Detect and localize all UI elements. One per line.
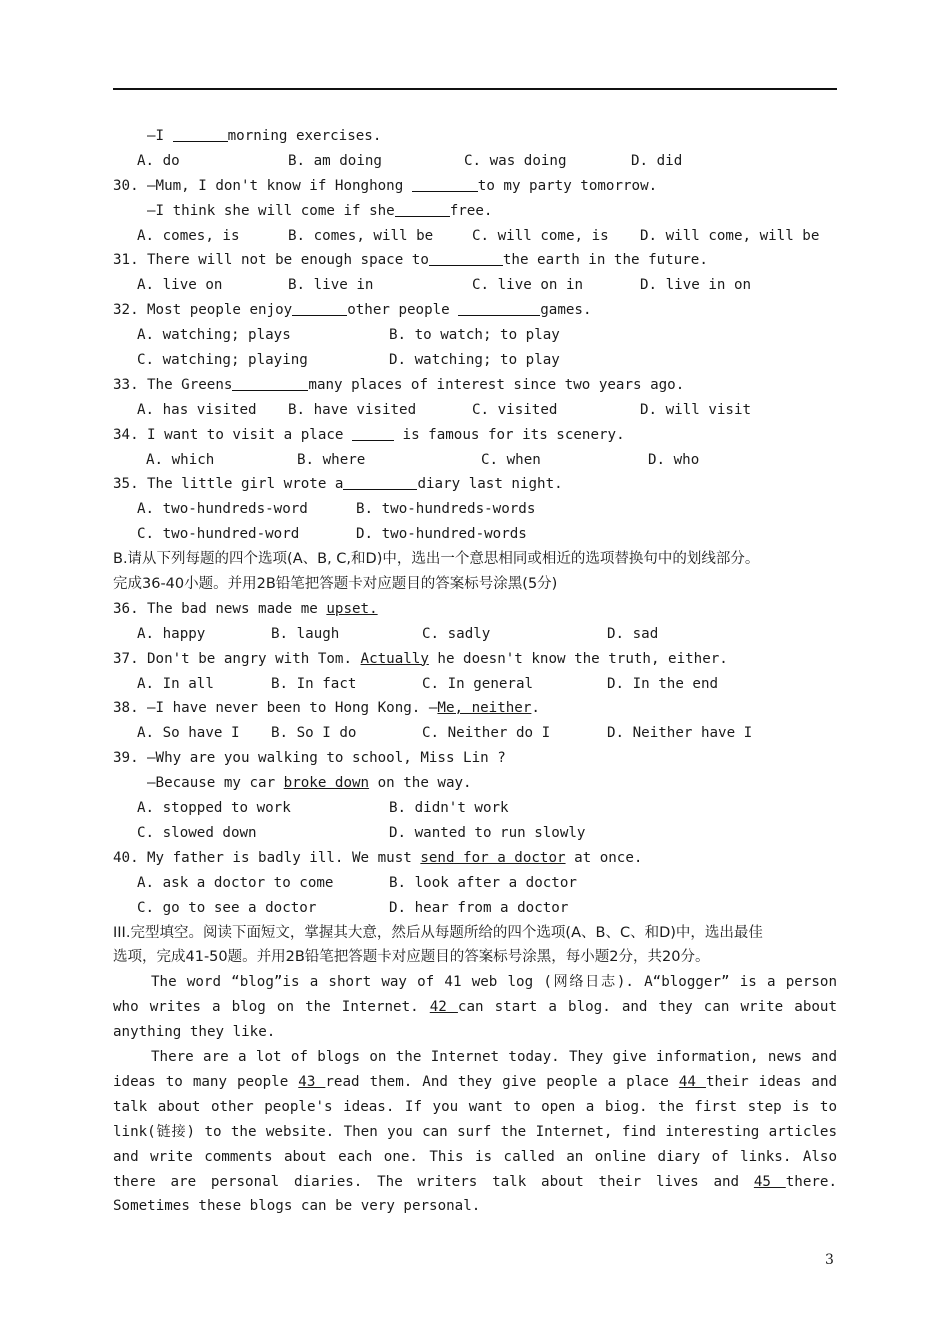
q37-text-b: he doesn't know the truth, either. xyxy=(428,650,728,667)
q33-text-a: The Greens xyxy=(147,376,233,393)
option-b: B. have visited xyxy=(288,401,417,418)
q31-text-b: the earth in the future. xyxy=(502,252,708,269)
question-34 xyxy=(113,423,837,448)
question-29-line xyxy=(113,124,837,149)
question-number: 31. xyxy=(113,252,139,269)
option-d: D. wanted to run slowly xyxy=(389,824,586,841)
option-d: D. will visit xyxy=(640,401,752,418)
question-number: 40. xyxy=(113,849,139,866)
question-32 xyxy=(113,298,837,323)
question-number: 30. xyxy=(113,177,139,194)
option-d: D. will come, will be xyxy=(640,227,820,244)
option-a: A. comes, is xyxy=(137,227,240,244)
option-a: A. In all xyxy=(137,675,214,692)
section-iii-instructions-2 xyxy=(113,945,837,970)
section-iii-line1: III.完型填空。阅读下面短文，掌握其大意，然后从每题所给的四个选项(A、B、C、和D)中，选出最佳 xyxy=(113,924,763,941)
option-a: A. stopped to work xyxy=(137,800,291,817)
question-38 xyxy=(113,696,837,721)
q30-text-a: —Mum, I don't know if Honghong xyxy=(147,177,412,194)
answer-blank xyxy=(352,425,394,441)
option-d: D. sad xyxy=(607,625,659,642)
option-a: A. do xyxy=(137,152,180,169)
option-c: C. slowed down xyxy=(137,824,257,841)
option-c: C. was doing xyxy=(464,152,567,169)
option-b: B. So I do xyxy=(271,725,357,742)
question-30-options xyxy=(113,224,837,249)
q38-text-b: . xyxy=(531,700,540,717)
option-a: A. ask a doctor to come xyxy=(137,874,334,891)
q40-text-a: My father is badly ill. We must xyxy=(147,849,421,866)
option-b: B. to watch; to play xyxy=(389,327,560,344)
q37-text-a: Don't be angry with Tom. xyxy=(147,650,361,667)
option-a: A. So have I xyxy=(137,725,240,742)
header-rule xyxy=(113,88,837,90)
q32-text-b: other people xyxy=(347,302,459,319)
question-31 xyxy=(113,248,837,273)
option-b: B. two-hundreds-words xyxy=(356,501,536,518)
passage-text: can start a blog. and they can write about anything they like. xyxy=(113,999,837,1041)
option-d: D. Neither have I xyxy=(607,725,753,742)
option-c: C. visited xyxy=(472,401,558,418)
option-a: A. has visited xyxy=(137,401,257,418)
q36-text-a: The bad news made me xyxy=(147,600,327,617)
q40-underlined: send for a doctor xyxy=(420,849,566,866)
option-d: D. watching; to play xyxy=(389,352,560,369)
q30-text-d: free. xyxy=(449,202,493,219)
question-35-options-2 xyxy=(113,522,837,547)
answer-blank xyxy=(292,300,347,316)
question-36-options xyxy=(113,622,837,647)
question-33 xyxy=(113,373,837,398)
question-33-options xyxy=(113,398,837,423)
option-d: D. did xyxy=(631,152,683,169)
q32-text-a: Most people enjoy xyxy=(147,302,293,319)
section-b-instructions xyxy=(113,547,837,572)
question-number: 37. xyxy=(113,650,139,667)
q38-text-a: —I have never been to Hong Kong. — xyxy=(147,700,438,717)
q39-underlined: broke down xyxy=(283,775,370,792)
q38-underlined: Me, neither xyxy=(437,700,532,717)
section-b-instructions-2 xyxy=(113,572,837,597)
question-34-options xyxy=(113,448,837,473)
question-35 xyxy=(113,472,837,497)
option-c: C. live on in xyxy=(472,277,584,294)
question-36 xyxy=(113,597,837,622)
q37-underlined: Actually xyxy=(360,650,429,667)
cloze-blank-45: 45 xyxy=(753,1173,786,1190)
option-d: D. who xyxy=(648,451,700,468)
question-39-options-1 xyxy=(113,796,837,821)
question-40-options-2 xyxy=(113,896,837,921)
option-b: B. am doing xyxy=(288,152,382,169)
q29-suffix: morning exercises. xyxy=(227,128,382,144)
q39-text-b: —Because my car xyxy=(147,775,284,792)
question-40-options-1 xyxy=(113,871,837,896)
option-b: B. look after a doctor xyxy=(389,874,577,891)
question-number: 39. xyxy=(113,750,139,767)
option-b: B. In fact xyxy=(271,675,357,692)
question-37-options xyxy=(113,672,837,697)
section-b-line1: B.请从下列每题的四个选项(A、B, C,和D)中，选出一个意思相同或相近的选项替换句中的划线部分。 xyxy=(113,551,760,568)
question-32-options-1 xyxy=(113,323,837,348)
passage-paragraph-2 xyxy=(113,1045,837,1219)
passage-text: There are a lot of blogs on the Internet today. They give information, news and ideas to many people xyxy=(113,1049,837,1090)
option-b: B. laugh xyxy=(271,625,340,642)
section-b-line2: 完成36-40小题。并用2B铅笔把答题卡对应题目的答案标号涂黑(5分) xyxy=(113,576,558,593)
section-iii-line2: 选项，完成41-50题。并用2B铅笔把答题卡对应题目的答案标号涂黑，每小题2分，共20分。 xyxy=(113,949,710,966)
q30-text-b: to my party tomorrow. xyxy=(477,177,658,194)
option-b: B. didn't work xyxy=(389,800,509,817)
option-a: A. watching; plays xyxy=(137,327,291,344)
option-b: B. live in xyxy=(288,277,374,294)
option-d: D. live in on xyxy=(640,277,752,294)
option-a: A. happy xyxy=(137,625,206,642)
option-c: C. two-hundred-word xyxy=(137,526,300,543)
option-a: A. live on xyxy=(137,277,223,294)
question-31-options xyxy=(113,273,837,298)
option-c: C. go to see a doctor xyxy=(137,899,317,916)
cloze-blank-42: 42 xyxy=(429,999,458,1016)
answer-blank xyxy=(395,201,450,217)
answer-blank xyxy=(232,375,308,391)
answer-blank xyxy=(173,126,228,142)
question-number: 34. xyxy=(113,426,139,443)
q34-text-b: is famous for its scenery. xyxy=(394,426,625,443)
question-39-options-2 xyxy=(113,821,837,846)
question-number: 33. xyxy=(113,376,139,393)
option-c: C. Neither do I xyxy=(422,725,551,742)
passage-text: The word “blog”is a short way of 41 web log (网络日志). A“blogger” is a person who writes a blog on the Internet. xyxy=(113,974,837,1016)
question-35-options-1 xyxy=(113,497,837,522)
question-30-line2 xyxy=(113,199,837,224)
passage-text: there. Sometimes these blogs can be very personal. xyxy=(113,1173,838,1215)
q34-text-a: I want to visit a place xyxy=(147,426,352,443)
option-c: C. watching; playing xyxy=(137,352,308,369)
option-a: A. which xyxy=(146,451,215,468)
exam-page xyxy=(113,124,837,1219)
cloze-blank-44: 44 xyxy=(678,1073,706,1090)
question-38-options xyxy=(113,721,837,746)
question-29-options xyxy=(113,149,837,174)
option-d: D. two-hundred-words xyxy=(356,526,527,543)
passage-paragraph-1 xyxy=(113,970,837,1045)
page-number: 3 xyxy=(825,1252,834,1268)
q40-text-b: at once. xyxy=(565,849,643,866)
cloze-passage xyxy=(113,970,837,1219)
q30-text-c: —I think she will come if she xyxy=(147,202,395,219)
question-37 xyxy=(113,647,837,672)
question-30 xyxy=(113,174,837,199)
cloze-blank-43: 43 xyxy=(298,1073,326,1090)
question-39 xyxy=(113,746,837,771)
option-c: C. In general xyxy=(422,675,534,692)
option-c: C. when xyxy=(481,451,541,468)
q39-text-c: on the way. xyxy=(369,775,472,792)
option-b: B. where xyxy=(297,451,366,468)
q39-text-a: —Why are you walking to school, Miss Lin ? xyxy=(147,750,506,767)
q32-text-c: games. xyxy=(540,302,592,319)
option-b: B. comes, will be xyxy=(288,227,434,244)
question-32-options-2 xyxy=(113,348,837,373)
question-39-line2 xyxy=(113,771,837,796)
question-40 xyxy=(113,846,837,871)
option-d: D. hear from a doctor xyxy=(389,899,569,916)
answer-blank xyxy=(458,300,540,316)
section-iii-instructions xyxy=(113,921,837,946)
answer-blank xyxy=(343,474,417,490)
passage-text: read them. And they give people a place xyxy=(325,1073,679,1090)
question-number: 35. xyxy=(113,476,139,493)
q35-text-b: diary last night. xyxy=(417,476,563,493)
option-a: A. two-hundreds-word xyxy=(137,501,308,518)
q31-text-a: There will not be enough space to xyxy=(147,252,429,269)
passage-text: their ideas and talk about other people's ideas. If you want to open a biog. the first step is to link(链接) to the website. Then you can surf the Internet, find interesting articles and write comments about each one. This is called an online diary of links. Also there are personal diaries. The writers talk about their lives and xyxy=(113,1073,838,1190)
answer-blank xyxy=(412,176,478,192)
option-c: C. sadly xyxy=(422,625,491,642)
option-d: D. In the end xyxy=(607,675,719,692)
question-number: 36. xyxy=(113,600,139,617)
question-number: 38. xyxy=(113,700,139,717)
question-number: 32. xyxy=(113,302,139,319)
q36-underlined: upset. xyxy=(326,600,378,617)
q33-text-b: many places of interest since two years ago. xyxy=(308,376,685,393)
option-c: C. will come, is xyxy=(472,227,609,244)
q29-prefix: —I xyxy=(147,128,173,144)
answer-blank xyxy=(429,250,503,266)
q35-text-a: The little girl wrote a xyxy=(147,476,344,493)
